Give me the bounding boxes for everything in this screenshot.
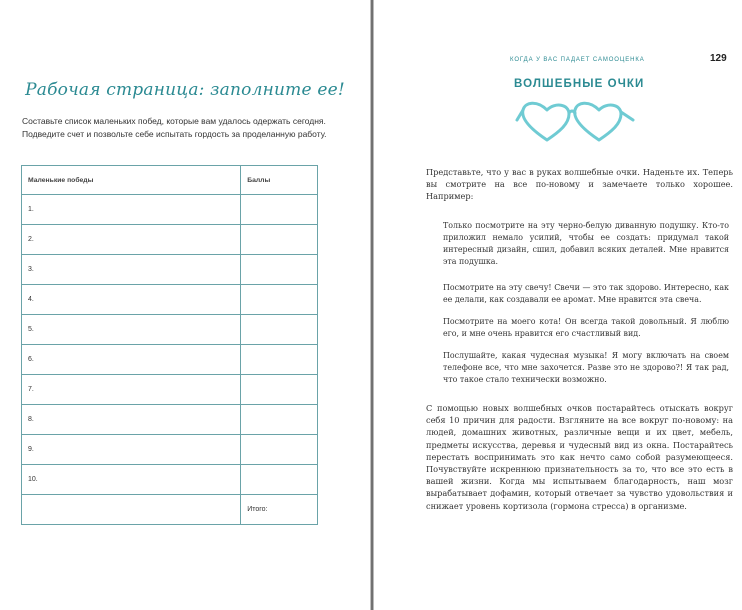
table-row (22, 435, 318, 465)
intro-paragraph: Представьте, что у вас в руках волшебные очки. Наденьте их. Теперь вы смотрите на все по-новому и замечаете только хорошее. Например: (426, 167, 733, 202)
page-number: 129 (710, 53, 727, 64)
total-label: Итого: (241, 495, 318, 525)
table-row (22, 255, 318, 285)
running-head: КОГДА У ВАС ПАДАЕТ САМООЦЕНКА (510, 57, 645, 63)
left-page (0, 0, 370, 610)
right-temple (621, 112, 633, 120)
row-number: 1. (22, 195, 241, 225)
row-number: 6. (22, 345, 241, 375)
table-row (22, 345, 318, 375)
table-row (22, 465, 318, 495)
right-page (374, 0, 742, 610)
table-row (22, 195, 318, 225)
row-number: 3. (22, 255, 241, 285)
table-row (22, 405, 318, 435)
row-number: 5. (22, 315, 241, 345)
small-wins-table (21, 165, 318, 525)
row-number: 8. (22, 405, 241, 435)
points-cell (241, 345, 318, 375)
quote-paragraph: Послушайте, какая чудесная музыка! Я могу включать на своем телефоне все, что мне захочется. Разве это не здорово?! Я так рад, что такое стало технически возможно. (443, 351, 729, 384)
points-cell (241, 315, 318, 345)
points-cell (241, 405, 318, 435)
points-cell (241, 375, 318, 405)
total-empty-cell (22, 495, 241, 525)
table-header-row (22, 166, 318, 195)
row-number: 9. (22, 435, 241, 465)
glasses-bridge (569, 111, 575, 113)
row-number: 4. (22, 285, 241, 315)
points-cell (241, 285, 318, 315)
heart-glasses-icon (515, 96, 635, 146)
quote-paragraph: Только посмотрите на эту черно-белую диванную подушку. Кто-то приложил немало усилий, чтобы ее создать: придумал такой интересный дизайн, сшил, добавил всяких деталей. Мне нравится эта подушка. (443, 221, 729, 266)
table-row (22, 315, 318, 345)
quote-paragraph: Посмотрите на моего кота! Он всегда такой довольный. Я люблю его, и мне очень нравится его счастливый вид. (443, 317, 729, 338)
points-cell (241, 255, 318, 285)
points-cell (241, 195, 318, 225)
chapter-title: ВОЛШЕБНЫЕ ОЧКИ (514, 78, 645, 90)
row-number: 7. (22, 375, 241, 405)
total-row (22, 495, 318, 525)
points-cell (241, 435, 318, 465)
header-small-wins: Маленькие победы (22, 166, 241, 195)
row-number: 2. (22, 225, 241, 255)
table-row (22, 375, 318, 405)
quote-paragraph: Посмотрите на эту свечу! Свечи — это так здорово. Интересно, как ее делали, как создавали ее аромат. Мне нравится эта свеча. (443, 283, 729, 304)
conclusion-paragraph: С помощью новых волшебных очков постарайтесь отыскать вокруг себя 10 причин для радости. Взгляните на все вокруг по-новому: на людей, домашних животных, различные вещи и их цвет, мебель, предметы искусства, деревья и чудесный вид из окна. Постарайтесь перестать воспринимать это как нечто само собой разумеющееся. Почувствуйте искреннюю признательность за то, что все это есть в вашей жизни. Когда мы испытываем благодарность, наш мозг вырабатывает дофамин, который отвечает за чувство удовольствия и снижает уровень кортизола (гормона стресса) в организме. (426, 403, 733, 511)
table-row (22, 285, 318, 315)
left-heart-lens (523, 103, 569, 140)
points-cell (241, 465, 318, 495)
row-number: 10. (22, 465, 241, 495)
points-cell (241, 225, 318, 255)
worksheet-instructions: Составьте список маленьких побед, которые вам удалось одержать сегодня. Подведите счет и позвольте себе испытать гордость за проделанную работу. (22, 116, 327, 139)
table-row (22, 225, 318, 255)
header-points: Баллы (241, 166, 318, 195)
right-heart-lens (575, 103, 621, 140)
worksheet-title: Рабочая страница: заполните ее! (25, 80, 345, 100)
